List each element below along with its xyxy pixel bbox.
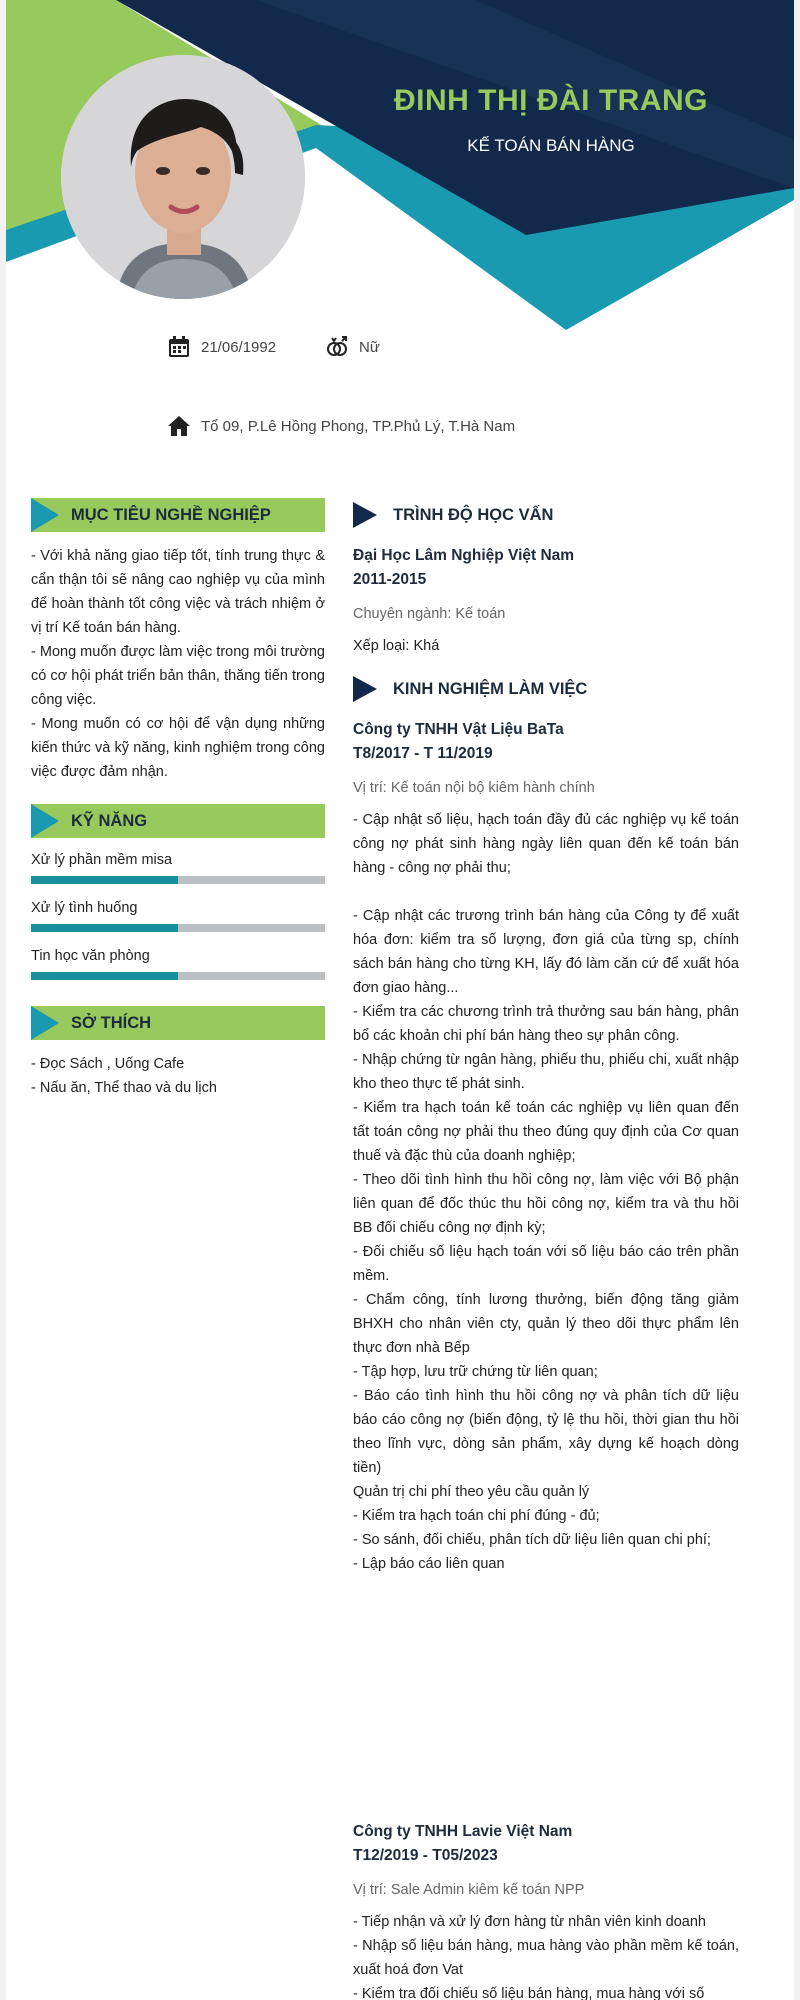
heading-triangle-icon — [31, 498, 59, 532]
hobby-item: - Đọc Sách , Uống Cafe — [31, 1056, 185, 1072]
duty-item: - Kiểm tra các chương trình trả thưởng sau bán hàng, phân bổ các khoản chi phí bán hàng theo sự phân công. — [353, 1004, 739, 1044]
job-duties — [353, 808, 739, 1576]
skill-bar — [31, 924, 325, 932]
gender-value: Nữ — [359, 338, 380, 356]
duty-item: - Đối chiếu số liệu hạch toán với số liệu báo cáo trên phần mềm. — [353, 1244, 739, 1284]
heading-triangle-icon — [31, 804, 59, 838]
gender-icon — [325, 335, 349, 359]
dob-value: 21/06/1992 — [201, 338, 277, 356]
duty-item: - Nhập số liệu bán hàng, mua hàng vào phần mềm kế toán, xuất hoá đơn Vat — [353, 1938, 739, 1978]
job-period: T8/2017 - T 11/2019 — [353, 745, 493, 762]
duty-item: - Kiểm tra hạch toán kế toán các nghiệp vụ liên quan đến tất toán công nợ phải thu theo đúng quy định của Cơ quan thuế và đặc thù của doanh nghiệp; — [353, 1100, 739, 1164]
heading-triangle-icon — [353, 502, 377, 528]
address-value: Tổ 09, P.Lê Hồng Phong, TP.Phủ Lý, T.Hà Nam — [201, 417, 516, 435]
duty-item: - Cập nhật số liệu, hạch toán đầy đủ các nghiệp vụ kế toán công nợ phát sinh hàng ngày liên quan đến kế toán bán hàng - công nợ phải thu; — [353, 812, 739, 876]
skills-heading: KỸ NĂNG — [31, 804, 325, 838]
skill-bar — [31, 876, 325, 884]
calendar-icon — [167, 335, 191, 359]
job-title: KẾ TOÁN BÁN HÀNG — [467, 136, 635, 155]
duty-item: - Cập nhật các trương trình bán hàng của Công ty để xuất hóa đơn: kiểm tra số lượng, đơn giá của từng sp, chính sách bán hàng cho từng KH, lấy đó làm căn cứ để xuất hóa đơn giao hàng... — [353, 908, 739, 996]
duty-item: - Lập báo cáo liên quan — [353, 1556, 505, 1572]
company-name: Công ty TNHH Vật Liệu BaTa — [353, 721, 564, 738]
duty-item: - Tiếp nhận và xử lý đơn hàng từ nhân viên kinh doanh — [353, 1914, 706, 1930]
candidate-name: ĐINH THỊ ĐÀI TRANG — [394, 84, 708, 117]
company-name: Công ty TNHH Lavie Việt Nam — [353, 1823, 573, 1840]
education-major: Chuyên ngành: Kế toán — [353, 606, 506, 622]
duty-item — [353, 880, 739, 904]
experience-heading: KINH NGHIỆM LÀM VIỆC — [353, 672, 739, 706]
heading-triangle-icon — [31, 1006, 59, 1040]
duty-item: - Báo cáo tình hình thu hồi công nợ và phân tích dữ liệu báo cáo công nợ (biến động, tỷ lệ thu hồi, thời gian thu hồi theo lĩnh vực, dòng sản phẩm, xây dựng kế hoạch dòng tiền) — [353, 1388, 739, 1476]
duty-item: - So sánh, đối chiếu, phân tích dữ liệu liên quan chi phí; — [353, 1532, 711, 1548]
school-name: Đại Học Lâm Nghiệp Việt Nam — [353, 547, 575, 564]
objective-text: - Với khả năng giao tiếp tốt, tính trung thực & cẩn thận tôi sẽ nâng cao nghiệp vụ của mình để hoàn thành tốt công việc và trách nhiệm ở vị trí Kế toán bán hàng. - Mong muốn được làm việc trong môi trường có cơ hội phát triển bản thân, thăng tiến trong công việc. - Mong muốn có cơ hội để vận dụng những kiến thức và kỹ năng, kinh nghiệm trong công việc được đảm nhận. — [31, 548, 325, 780]
duty-item: - Nhập chứng từ ngân hàng, phiếu thu, phiếu chi, xuất nhập kho theo thực tế phát sinh. — [353, 1052, 739, 1092]
duty-item: - Kiểm tra hạch toán chi phí đúng - đủ; — [353, 1508, 600, 1524]
job-duties — [353, 1910, 739, 2000]
skill-item: Xử lý phần mềm misa — [31, 850, 325, 884]
duty-item: - Chấm công, tính lương thưởng, biến động tăng giảm BHXH cho nhân viên cty, quản lý theo dõi thực phẩm lên thực đơn nhà Bếp — [353, 1292, 739, 1356]
duty-item: - Theo dõi tình hình thu hồi công nợ, làm việc với Bộ phận liên quan để đốc thúc thu hồi công nợ, kiểm tra và thu hồi BB đối chiếu công nợ định kỳ; — [353, 1172, 739, 1236]
job-position: Vị trí: Sale Admin kiêm kế toán NPP — [353, 1882, 585, 1898]
dob-row — [167, 335, 276, 359]
left-column — [31, 498, 325, 1100]
education-rank: Xếp loại: Khá — [353, 638, 440, 654]
address-row — [167, 414, 515, 438]
gender-row — [325, 335, 380, 359]
duty-item: - Kiểm tra đối chiếu số liệu bán hàng, mua hàng với số — [353, 1986, 705, 2000]
objective-heading: MỤC TIÊU NGHỀ NGHIỆP — [31, 498, 325, 532]
home-icon — [167, 414, 191, 438]
job-position: Vị trí: Kế toán nội bộ kiêm hành chính — [353, 780, 595, 796]
duty-item: - Tập hợp, lưu trữ chứng từ liên quan; — [353, 1364, 598, 1380]
skill-bar — [31, 972, 325, 980]
skill-item: Xử lý tình huống — [31, 898, 325, 932]
duty-item: Quản trị chi phí theo yêu cầu quản lý — [353, 1484, 590, 1500]
heading-triangle-icon — [353, 676, 377, 702]
second-job — [353, 1820, 739, 2000]
hobbies-heading: SỞ THÍCH — [31, 1006, 325, 1040]
job-period: T12/2019 - T05/2023 — [353, 1847, 498, 1864]
avatar — [61, 55, 305, 299]
cv-page — [6, 0, 794, 2000]
right-column — [353, 498, 739, 1576]
education-heading: TRÌNH ĐỘ HỌC VẤN — [353, 498, 739, 532]
hobby-item: - Nấu ăn, Thể thao và du lịch — [31, 1080, 217, 1096]
skill-item: Tin học văn phòng — [31, 946, 325, 980]
education-period: 2011-2015 — [353, 571, 427, 588]
